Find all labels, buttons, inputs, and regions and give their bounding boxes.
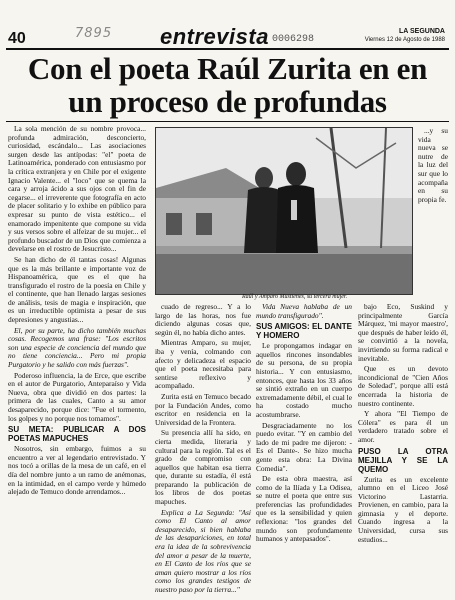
- article-column-4: [358, 303, 448, 595]
- headline: Con el poeta Raúl Zurita en en un proceso de profundas: [27, 51, 428, 119]
- headline-rule: [6, 121, 449, 122]
- photo-caption: Raúl y Amparo Mustienes, su tercera mujer.: [242, 294, 348, 300]
- photo-couple-outdoor: [156, 128, 412, 294]
- col1-paragraph: Poderoso influencia, la de Erce, que escribe en el autor de Purgatorio, Anteparaíso y Vida Nueva, obra que dividió en dos partes: la primera de las cuales, Canto a su amor desaparecido, porque dice: "Fue el tormento, los golpes y no porque nos tomamos".: [8, 370, 146, 423]
- section-label: entrevista: [160, 24, 269, 49]
- publication-info: [365, 28, 445, 44]
- col4-paragraph: Zurita es un excelente alumno en el Liceo José Victorino Lastarria. Provienen, en cambio, para la gimnasia y el deporte. Cuando ingresa a la Universidad, cursa sus estudios...: [358, 474, 448, 544]
- article-photo: [155, 127, 413, 295]
- subhead-mejilla: PUSO LA OTRA MEJILLA Y SE LA QUEMO: [358, 446, 448, 474]
- archive-stamp: 0006298: [272, 34, 315, 45]
- handwritten-code: 7895: [75, 26, 113, 41]
- col2-paragraph: Mientras Amparo, su mujer, iba y venía, colmando con afecto y delicadeza el espacio que el poeta necesitaba para sentirse reflexivo y acompañado.: [155, 338, 251, 391]
- subhead-mapuches: SU META: PUBLICAR A DOS POETAS MAPUCHES: [8, 425, 146, 444]
- article-column-3: [256, 303, 352, 595]
- publication-name: LA SEGUNDA: [398, 28, 445, 35]
- col3-paragraph: Le propongamos indagar en aquellos rincones insondables de su persona, de su propia historia... Y con entusiasmo, entonces, que hasta los 33 años se sintió extraño en un cuerpo extremadamente débil, el cual le ha costado mucho acostumbrarse.: [256, 341, 352, 419]
- col4-paragraph: Y ahora "El Tiempo de Cólera" es para él un verdadero tratado sobre el amor.: [358, 409, 448, 444]
- col1-paragraph: Nosotros, sin embargo, fuimos a su encuentro a ver al legendario entrevistado. Y nos tocó a orillas de la mesa de un café, en el día del nombre junto a un ramo de anémonas, en la intimidad, en el campo verde y húmedo alejado de Temuco donde arrendamos...: [8, 444, 146, 497]
- col1-paragraph: Se han dicho de él tantas cosas! Algunas que es la más brillante e importante voz de Hispanoamérica, que es el que ha transfigurado el rostro de la poesía en Chile y el continente, que han llenado largas sesiones de análisis, tesis de magia e inspiración, que es un irreductible optimista a pesar de sus depresiones y angustias...: [8, 254, 146, 325]
- side-paragraph: ...y su vida nueva se nutre de la luz del sur que lo acompaña en su propia fe.: [418, 127, 448, 204]
- article-column-2: [155, 303, 251, 595]
- article-column-1: [8, 125, 146, 595]
- col1-paragraph: El, por su parte, ha dicho también muchas cosas. Recogemos una frase: "Los escritos son una especie de conciencia del mundo que no tiene conciencia... Pero mi propia Purgatorio y he salido con más fuerzas".: [8, 325, 146, 370]
- article-column-side: [418, 127, 448, 293]
- col3-lead: Vida Nueva hablaba de un mundo transfigurado".: [256, 303, 352, 320]
- col2-paragraph: Zurita está en Temuco becado por la Fundación Andes, como escritor en residencia en la Universidad de la Frontera.: [155, 391, 251, 427]
- publication-date: Viernes 12 de Agosto de 1988: [364, 37, 445, 43]
- col4-paragraph: Que es un devoto incondicional de "Cien Años de Soledad", porque allí está encerrada la historia de nuestro continente.: [358, 364, 448, 408]
- top-rule: [6, 48, 449, 50]
- subhead-amigos: SUS AMIGOS: EL DANTE Y HOMERO: [256, 322, 352, 341]
- page-number: 40: [8, 30, 26, 47]
- col3-paragraph: Desgraciadamente no los puedo evitar. "Y en cambio del lado de mi padre me dijeron: -Es el Dante-. Se hizo mucha gente esta obra: La Divina Comedia".: [256, 420, 352, 473]
- col2-quote: Explica a La Segunda: "Así como El Canto al amor desaparecido, si bien hablaba de las desapariciones, en total era la idea de la sobrevivencia del amor a pesar de la muerte, en El Canto de los ríos que se aman quiero mostrar a los ríos como los grandes testigos de nuestro paso por la tierra...": [155, 507, 251, 594]
- col2-paragraph: Su presencia allí ha sido, en cierta medida, literaria y cultural para la región. Tal es el grado de compromiso con aquellos que habitan esa tierra que, durante su estadía, él está preparando la publicación de los libros de dos poetas mapuches.: [155, 428, 251, 507]
- col3-paragraph: De esta obra maestra, así como de la Ilíada y La Odisea, se nutre el poeta que entre sus preferencias las profundidades que es la sensibilidad y quien reflexiona: "los grandes del mundo son profundamente humanos y antepasados".: [256, 474, 352, 544]
- col4-paragraph: bajo Eco, Suskind y principalmente García Márquez, 'mi mayor maestro', que después de haber leído él, se convirtió a la novela, invirtiendo su forma radical e inevitable.: [358, 303, 448, 363]
- col2-paragraph: cuado de regreso... Y a lo largo de las horas, nos fue diciendo algunas cosas que, según él, no había dicho antes.: [155, 303, 251, 337]
- col1-paragraph: La sola mención de su nombre provoca... profunda admiración, desconcierto, curiosidad, escándalo... Las asociaciones surgen desde las antípodas: "el" poeta de Latinoamérica, ponderado con entusiasmo por la crítica extranjera y en Chile por el exigente Ignacio Valente... el "loco" que se quema la cara y arroja ácido a sus ojos con el fin de cegarse... el irreverente que fotografía en acto de placer solitario y lo exhibe en público para expresar su punto de vista estético... el enamorado impenitente que compone su vida y sus versos sobre el alfeizar de su mujer... el profundo buscador de un Dios que comienza a develarse en el rostro de Jesucristo...: [8, 125, 146, 254]
